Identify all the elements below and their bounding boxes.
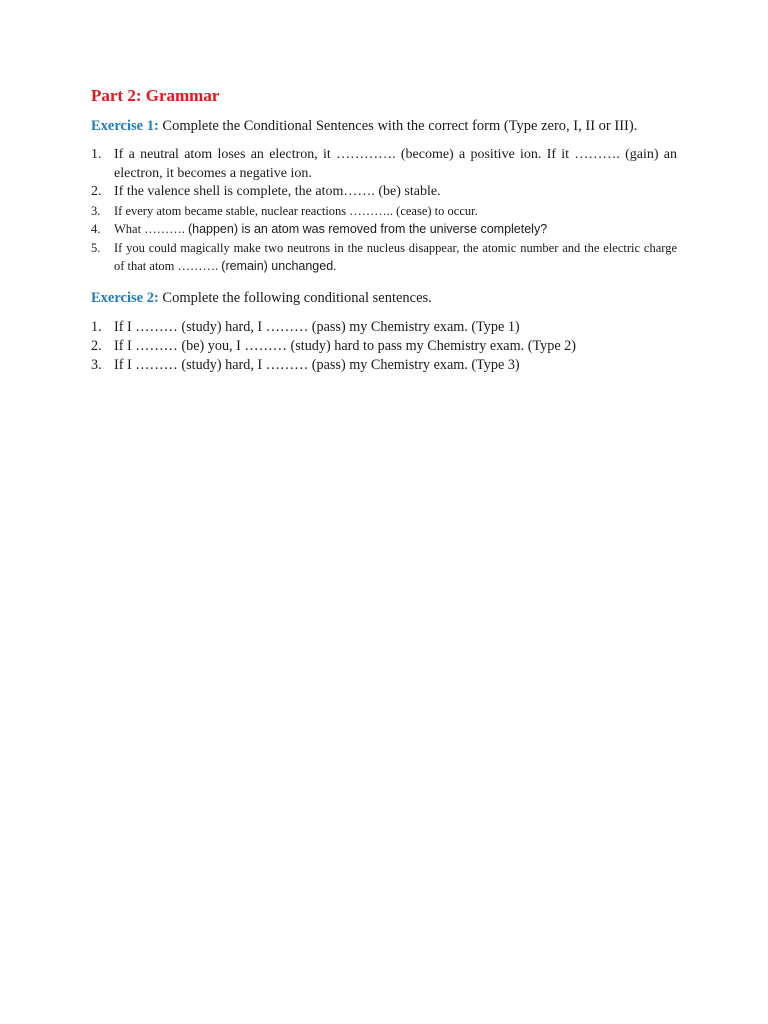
item-number: 3. bbox=[91, 203, 101, 218]
item-text-part-a: If you could magically make two neutrons in the nucleus disappear, the atomic number and the electric charge of that atom ………. bbox=[114, 240, 677, 273]
list-item bbox=[91, 356, 677, 375]
item-number: 1. bbox=[91, 318, 102, 335]
exercise-1-list bbox=[91, 146, 677, 276]
list-item bbox=[91, 183, 677, 202]
item-text: If I ……… (be) you, I ……… (study) hard to pass my Chemistry exam. (Type 2) bbox=[114, 337, 576, 354]
item-text: If the valence shell is complete, the atom……. (be) stable. bbox=[114, 184, 441, 199]
part-title: Part 2: Grammar bbox=[91, 86, 220, 105]
exercise-2-list bbox=[91, 318, 677, 375]
list-item bbox=[91, 202, 677, 221]
list-item bbox=[91, 337, 677, 356]
list-item bbox=[91, 239, 677, 276]
exercise-2-label: Exercise 2: bbox=[91, 289, 159, 306]
item-text-part-b: (happen) is an atom was removed from the universe completely? bbox=[187, 222, 548, 236]
exercise-1-label: Exercise 1: bbox=[91, 118, 159, 134]
exercise-1-instruction: Complete the Conditional Sentences with the correct form (Type zero, I, II or III). bbox=[158, 118, 638, 134]
exercise-2-instruction: Complete the following conditional sentences. bbox=[158, 289, 432, 306]
item-text-part-b: (remain) unchanged. bbox=[221, 259, 337, 273]
item-number: 3. bbox=[91, 356, 102, 373]
document-page bbox=[91, 84, 677, 387]
item-number: 2. bbox=[91, 337, 102, 354]
item-text: If I ……… (study) hard, I ……… (pass) my Chemistry exam. (Type 1) bbox=[114, 318, 520, 335]
exercise-1-heading bbox=[91, 116, 677, 136]
exercise-2-heading bbox=[91, 288, 677, 308]
item-number: 2. bbox=[91, 184, 102, 199]
item-text: If a neutral atom loses an electron, it …………. (become) a positive ion. If it ………. (gain) an electron, it becomes a negative ion. bbox=[114, 147, 677, 181]
item-number: 4. bbox=[91, 222, 101, 236]
item-text: If I ……… (study) hard, I ……… (pass) my Chemistry exam. (Type 3) bbox=[114, 356, 520, 373]
item-number: 1. bbox=[91, 147, 102, 162]
item-text-part-a: What ………. bbox=[114, 222, 188, 236]
list-item bbox=[91, 318, 677, 337]
item-number: 5. bbox=[91, 240, 101, 255]
list-item bbox=[91, 146, 677, 183]
item-text: If every atom became stable, nuclear reactions ……….. (cease) to occur. bbox=[114, 203, 478, 218]
list-item bbox=[91, 220, 677, 239]
